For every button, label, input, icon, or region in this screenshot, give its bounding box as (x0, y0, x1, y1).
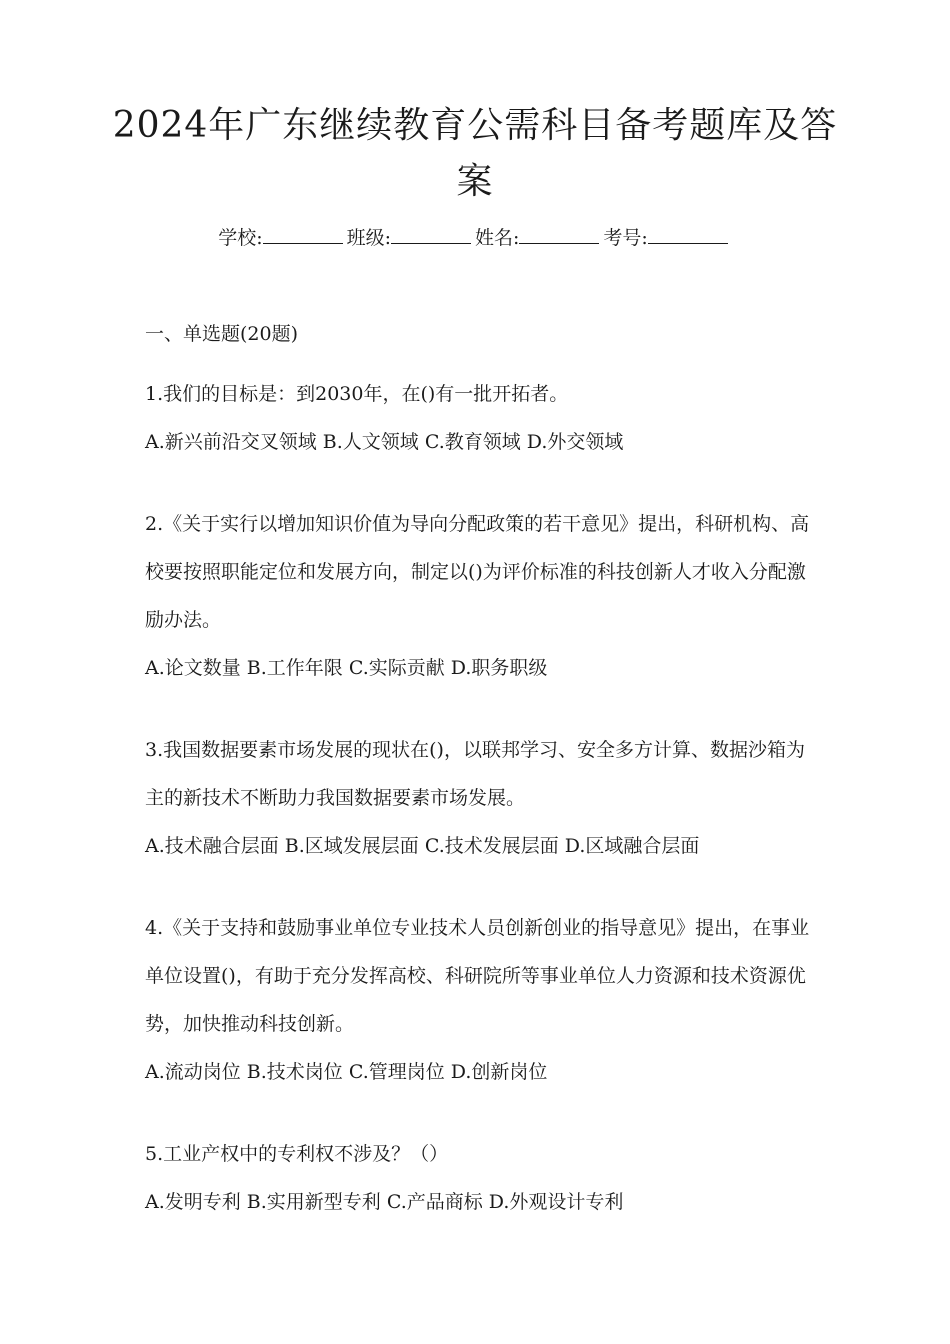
question-text: 3.我国数据要素市场发展的现状在()，以联邦学习、安全多方计算、数据沙箱为主的新技术不断助力我国数据要素市场发展。 (145, 739, 805, 809)
name-blank (519, 225, 599, 244)
question-options: A.新兴前沿交叉领域 B.人文领域 C.教育领域 D.外交领域 (145, 431, 624, 453)
question-options: A.流动岗位 B.技术岗位 C.管理岗位 D.创新岗位 (145, 1061, 548, 1083)
exam-id-blank (648, 225, 728, 244)
question-item (145, 904, 810, 1088)
school-blank (263, 225, 343, 244)
question-text: 4.《关于支持和鼓励事业单位专业技术人员创新创业的指导意见》提出，在事业单位设置()，有助于充分发挥高校、科研院所等事业单位人力资源和技术资源优势，加快推动科技创新。 (145, 917, 810, 1035)
name-label: 姓名: (475, 227, 520, 249)
class-label: 班级: (346, 227, 391, 249)
question-text: 5.工业产权中的专利权不涉及？（） (145, 1143, 449, 1165)
question-item (145, 370, 810, 458)
question-options: A.发明专利 B.实用新型专利 C.产品商标 D.外观设计专利 (145, 1191, 624, 1213)
question-text: 2.《关于实行以增加知识价值为导向分配政策的若干意见》提出，科研机构、高校要按照职能定位和发展方向，制定以()为评价标准的科技创新人才收入分配激励办法。 (145, 513, 810, 631)
exam-id-label: 考号: (603, 227, 648, 249)
student-info-line (0, 224, 950, 252)
question-text: 1.我们的目标是：到2030年，在()有一批开拓者。 (145, 383, 569, 405)
question-options: A.论文数量 B.工作年限 C.实际贡献 D.职务职级 (145, 657, 548, 679)
question-item (145, 1130, 810, 1218)
question-list (145, 318, 810, 1260)
class-blank (391, 225, 471, 244)
document-title: 2024年广东继续教育公需科目备考题库及答案 (112, 105, 838, 202)
question-item (145, 500, 810, 684)
section-title: 一、单选题(20题) (145, 323, 299, 345)
question-options: A.技术融合层面 B.区域发展层面 C.技术发展层面 D.区域融合层面 (145, 835, 700, 857)
school-label: 学校: (218, 227, 263, 249)
question-item (145, 726, 810, 862)
